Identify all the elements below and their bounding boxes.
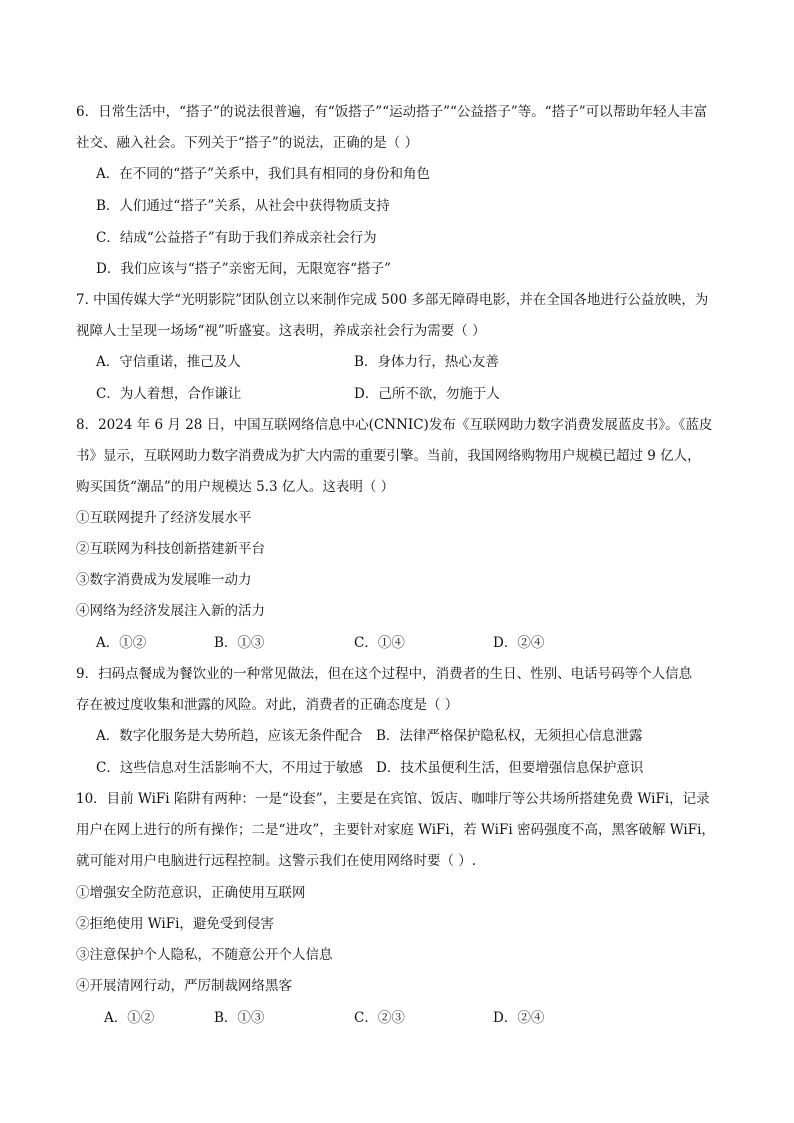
question-7-stem-line-1: 7. 中国传媒大学“光明影院”团队创立以来制作完成 500 多部无障碍电影，并在全国各地进行公益放映，为 [76, 292, 709, 308]
question-7-option-d: D．己所不欲，勿施于人 [354, 386, 500, 402]
question-10-stem-line-1: 10．目前 WiFi 陷阱有两种：一是“设套”，主要是在宾馆、饭店、咖啡厅等公共场所搭建免费 WiFi，记录 [76, 791, 710, 807]
question-10-statement-2: ②拒绝使用 WiFi，避免受到侵害 [76, 916, 274, 932]
question-8-statement-3: ③数字消费成为发展唯一动力 [76, 572, 252, 588]
question-10-stem-line-2: 用户在网上进行的所有操作；二是“进攻”，主要针对家庭 WiFi，若 WiFi 密码强度不高，黑客破解 WiFi， [76, 822, 715, 838]
question-8-option-d: D．②④ [493, 635, 545, 651]
question-10-option-a: A．①② [104, 1010, 155, 1026]
question-8-statement-4: ④网络为经济发展注入新的活力 [76, 603, 265, 619]
question-9-stem-line-2: 存在被过度收集和泄露的风险。对此，消费者的正确态度是（ ） [76, 697, 459, 713]
question-6-option-c: C．结成“公益搭子”有助于我们养成亲社会行为 [96, 230, 377, 246]
question-8-stem-line-1: 8．2024 年 6 月 28 日，中国互联网络信息中心(CNNIC)发布《互联网助力数字消费发展蓝皮书》。《蓝皮 [76, 417, 713, 433]
question-7-option-b: B．身体力行，热心友善 [354, 354, 499, 370]
question-10-statement-3: ③注意保护个人隐私，不随意公开个人信息 [76, 947, 333, 963]
question-10-statement-1: ①增强安全防范意识，正确使用互联网 [76, 885, 306, 901]
question-6-option-d: D．我们应该与“搭子”亲密无间，无限宽容“搭子” [96, 261, 391, 277]
question-9-stem-line-1: 9．扫码点餐成为餐饮业的一种常见做法，但在这个过程中，消费者的生日、性别、电话号码等个人信息 [76, 666, 693, 682]
question-9-option-a: A．数字化服务是大势所趋，应该无条件配合 [96, 728, 363, 744]
question-6-option-b: B．人们通过“搭子”关系，从社会中获得物质支持 [96, 198, 390, 214]
question-9-option-b: B．法律严格保护隐私权，无须担心信息泄露 [376, 728, 643, 744]
question-10-stem-line-3: 就可能对用户电脑进行远程控制。这警示我们在使用网络时要（ ）. [76, 853, 477, 869]
question-8-option-b: B．①③ [214, 635, 265, 651]
question-7-stem-line-2: 视障人士呈现一场场“视”听盛宴。这表明，养成亲社会行为需要（ ） [76, 323, 486, 339]
question-8-stem-line-3: 购买国货“潮品”的用户规模达 5.3 亿人。这表明（ ） [76, 479, 395, 495]
question-8-option-a: A．①② [96, 635, 147, 651]
question-10-statement-4: ④开展清网行动，严厉制裁网络黑客 [76, 978, 292, 994]
question-8-statement-1: ①互联网提升了经济发展水平 [76, 510, 252, 526]
question-6-stem-line-1: 6．日常生活中，“搭子”的说法很普遍，有“饭搭子”“运动搭子”“公益搭子”等。“搭子”可以帮助年轻人丰富 [76, 104, 708, 120]
question-8-stem-line-2: 书》显示，互联网助力数字消费成为扩大内需的重要引擎。当前，我国网络购物用户规模已超过 9 亿人， [76, 448, 701, 464]
question-8-statement-2: ②互联网为科技创新搭建新平台 [76, 541, 265, 557]
question-10-option-d: D．②④ [493, 1010, 545, 1026]
question-8-option-c: C．①④ [354, 635, 405, 651]
question-6-stem-line-2: 社交、融入社会。下列关于“搭子”的说法，正确的是（ ） [76, 135, 419, 151]
question-9-option-d: D．技术虽便利生活，但要增强信息保护意识 [376, 760, 644, 776]
question-9-option-c: C．这些信息对生活影响不大，不用过于敏感 [96, 760, 363, 776]
question-10-option-c: C．②③ [354, 1010, 405, 1026]
question-10-option-b: B．①③ [214, 1010, 265, 1026]
question-7-option-c: C．为人着想，合作谦让 [96, 386, 242, 402]
question-7-option-a: A．守信重诺，推己及人 [96, 354, 241, 370]
question-6-option-a: A．在不同的“搭子”关系中，我们具有相同的身份和角色 [96, 166, 431, 182]
